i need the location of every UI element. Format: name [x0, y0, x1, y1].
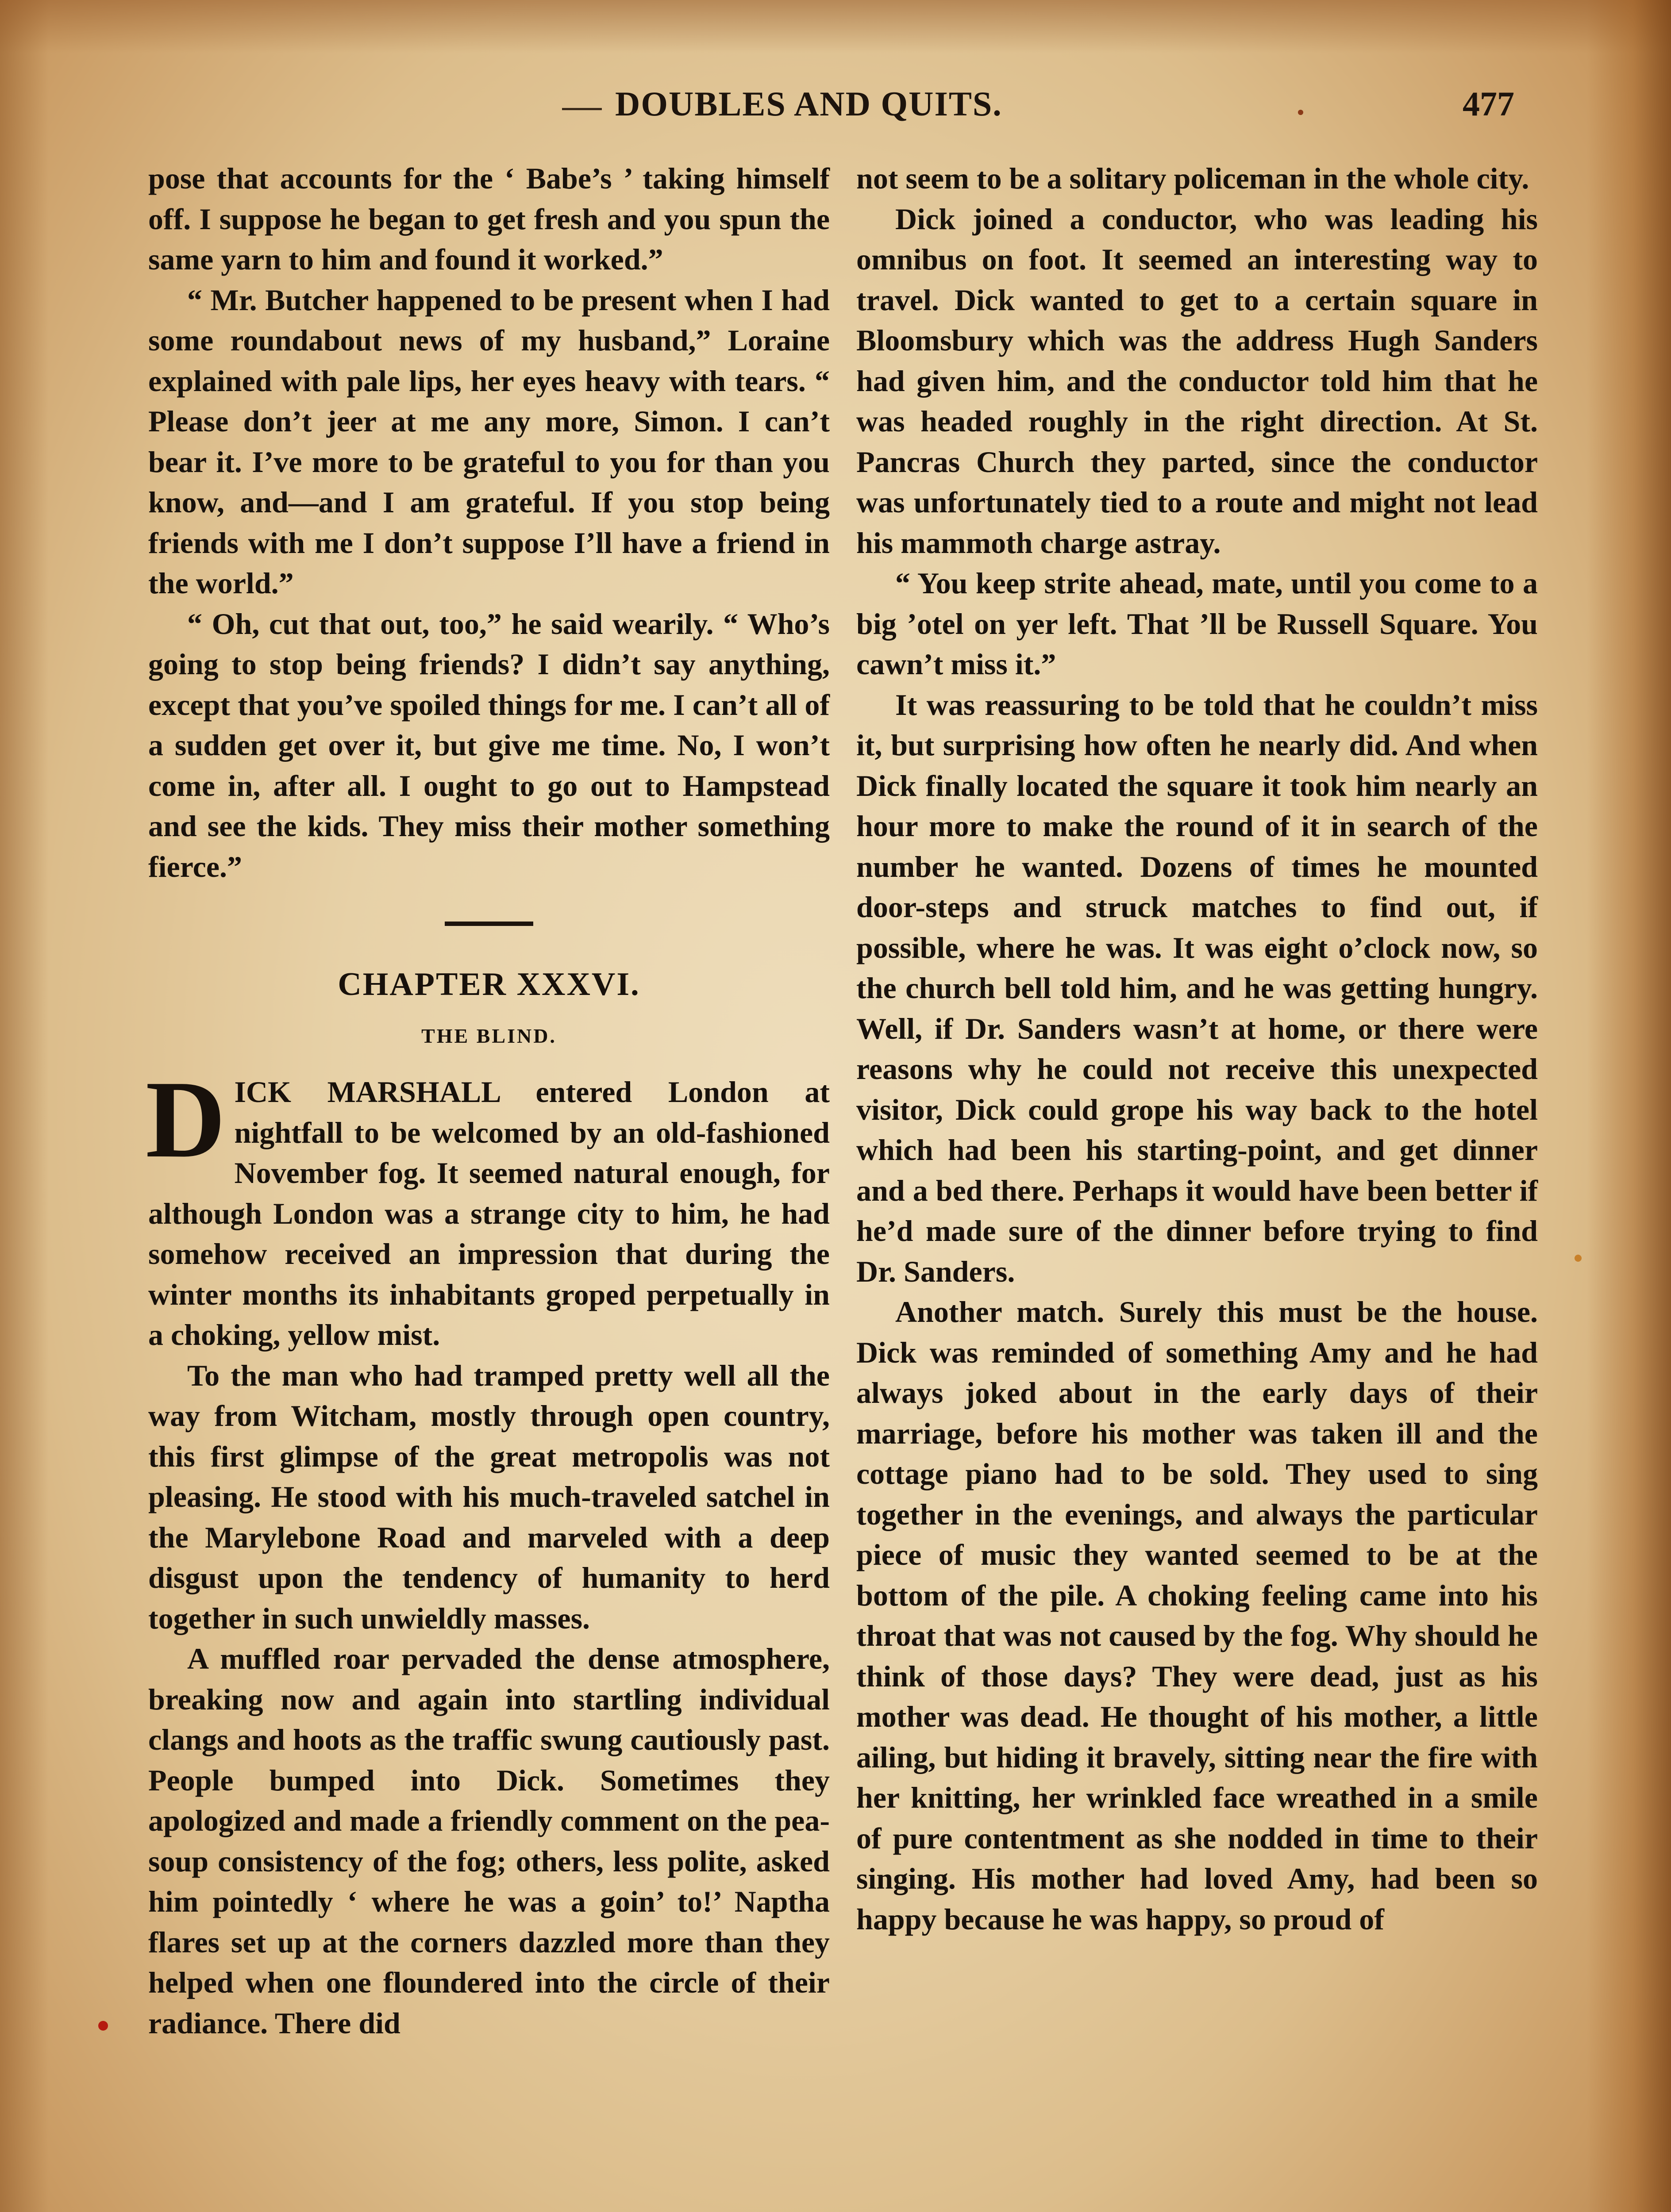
ink-speck: [1298, 110, 1303, 115]
paragraph: To the man who had tramped pretty well all the way from Witcham, mostly through open country, this first glimpse of the great metropolis was not pleasing. He stood with his much-traveled satchel in the Marylebone Road and marveled with a deep disgust upon the tendency of humanity to herd together in such unwieldly masses.: [148, 1358, 830, 1635]
paragraph: A muffled roar pervaded the dense atmosphere, breaking now and again into startling individual clangs and hoots as the traffic swung cautiously past. People bumped into Dick. Sometimes they apologized and made a friendly comment on the pea-soup consistency of the fog; others, less polite, asked him pointedly ‘ where he was a goin’ to!’ Naptha flares set up at the corners dazzled more than they helped when one floundered into the circle of their radiance. There did: [148, 1642, 830, 2040]
opening-paragraph: [146, 1058, 830, 1356]
running-title: DOUBLES AND QUITS.: [615, 84, 1002, 123]
paragraph: Another match. Surely this must be the house. Dick was reminded of something Amy and he had always joked about in the early days of their marriage, before his mother was taken ill and the cottage piano had to be sold. They used to sing together in the evenings, and always the particular piece of music they wanted seemed to be at the bottom of the pile. A choking feeling came into his throat that was not caused by the fog. Why should he think of those days? They were dead, just as his mother was dead. He thought of his mother, a little ailing, but hiding it bravely, sitting near the fire with her knitting, her wrinkled face wreathed in a smile of pure contentment as she nodded in time to their singing. His mother had loved Amy, had been so happy because he was happy, so proud of: [856, 1295, 1538, 1936]
paragraph: “ You keep strite ahead, mate, until you come to a big ’otel on yer left. That ’ll be Russell Square. You cawn’t miss it.”: [856, 566, 1538, 681]
left-column: [148, 158, 830, 2043]
paragraph: “ Mr. Butcher happened to be present when I had some roundabout news of my husband,” Loraine explained with pale lips, her eyes heavy with tears. “ Please don’t jeer at me any more, Simon. I can’t bear it. I’ve more to be grateful to you for than you know, and—and I am grateful. If you stop being friends with me I don’t suppose I’ll have a friend in the world.”: [148, 283, 830, 600]
page-edge-shading-left: [0, 0, 49, 2212]
drop-cap: D: [146, 1058, 226, 1181]
header-rule: [562, 108, 602, 110]
opening-paragraph-text: ICK MARSHALL entered London at nightfall to be welcomed by an old-fashioned November fog. It seemed natural enough, for although London was a strange city to him, he had somehow received an impression that during the winter months its inhabitants groped perpetually in a choking, yellow mist.: [148, 1075, 830, 1352]
chapter-subtitle: THE BLIND.: [421, 1025, 557, 1047]
paragraph: not seem to be a solitary policeman in the whole city.: [856, 161, 1529, 195]
right-column: [856, 158, 1538, 1939]
paragraph: pose that accounts for the ‘ Babe’s ’ taking himself off. I suppose he began to get fresh and you spun the same yarn to him and found it worked.”: [148, 161, 830, 276]
paragraph: It was reassuring to be told that he couldn’t miss it, but surprising how often he nearly did. And when Dick finally located the square it took him nearly an hour more to make the round of it in search of the number he wanted. Dozens of times he mounted door-steps and struck matches to find out, if possible, where he was. It was eight o’clock now, so the church bell told him, and he was getting hungry. Well, if Dr. Sanders wasn’t at home, or there were reasons why he could not receive this unexpected visitor, Dick could grope his way back to the hotel which had been his starting-point, and get dinner and a bed there. Perhaps it would have been better if he’d made sure of the dinner before trying to find Dr. Sanders.: [856, 687, 1538, 1288]
page-number: 477: [1463, 84, 1514, 123]
paragraph: Dick joined a conductor, who was leading his omnibus on foot. It seemed an interesting way to travel. Dick wanted to get to a certain square in Bloomsbury which was the address Hugh Sanders had given him, and the conductor told him that he was headed roughly in the right direction. At St. Pancras Church they parted, since the conductor was unfortunately tied to a route and might not lead his mammoth charge astray.: [856, 202, 1538, 560]
chapter-title: CHAPTER XXXVI.: [338, 966, 640, 1002]
ink-speck: [98, 2021, 108, 2031]
page-edge-shading-top: [0, 0, 1671, 53]
ink-speck: [1575, 1255, 1582, 1262]
chapter-divider-rule: [445, 922, 533, 926]
paragraph: “ Oh, cut that out, too,” he said wearily. “ Who’s going to stop being friends? I didn’t say anything, except that you’ve spoiled things for me. I can’t all of a sudden get over it, but give me time. No, I won’t come in, after all. I ought to go out to Hampstead and see the kids. They miss their mother something fierce.”: [148, 607, 830, 883]
page-edge-shading-right: [1587, 0, 1671, 2212]
